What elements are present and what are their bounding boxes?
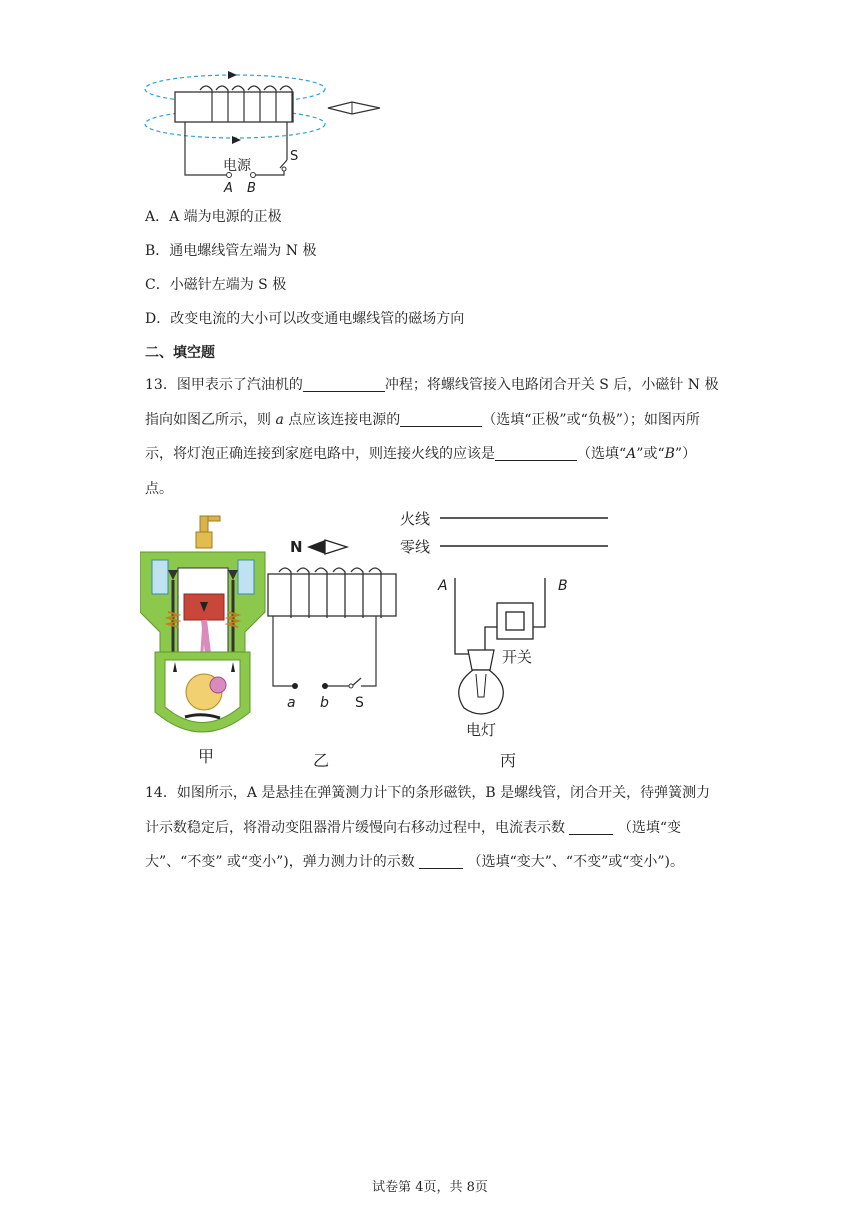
lamp-label: 电灯 [466, 721, 497, 739]
live-wire-label: 火线 [400, 510, 431, 528]
solenoid-figure-yi [265, 530, 405, 770]
question-14: 14．如图所示，A 是悬挂在弹簧测力计下的条形磁铁，B 是螺线管，闭合开关，待弹簧测力计示数稳定后，将滑动变阻器滑片缓慢向右移动过程中，电流表示数 （选填“变大”、“不变” 或“变小”)，弹力测力计的示数 （选填“变大”、“不变”或“变小”)。 [145, 785, 711, 870]
switch-s-label: S [290, 149, 299, 164]
label-bing: 丙 [500, 751, 517, 770]
point-a-label-bing: A [438, 578, 448, 594]
solenoid-figure-top [140, 60, 390, 200]
label-jia: 甲 [198, 747, 215, 766]
switch-s-label-yi: S [355, 695, 364, 711]
needle-n-label: N [290, 538, 303, 556]
answer-blank[interactable] [303, 377, 385, 392]
page-footer: 试卷第 4页，共 8页 [372, 1180, 488, 1195]
household-circuit-figure-bing [400, 502, 615, 772]
option-a: A．A 端为电源的正极 [145, 209, 282, 225]
answer-blank[interactable] [495, 446, 577, 461]
option-c: C．小磁针左端为 S 极 [145, 277, 287, 293]
neutral-wire-label: 零线 [400, 538, 431, 556]
section-title: 二、填空题 [145, 345, 215, 361]
label-yi: 乙 [313, 751, 330, 770]
point-b-label: b [320, 695, 329, 711]
option-d: D．改变电流的大小可以改变通电螺线管的磁场方向 [145, 311, 465, 327]
terminal-b-label: B [247, 181, 256, 196]
power-source-label: 电源 [223, 158, 251, 174]
point-b-label-bing: B [558, 578, 568, 594]
answer-blank[interactable] [400, 412, 482, 427]
answer-blank[interactable] [569, 820, 613, 835]
point-a-label: a [287, 695, 296, 711]
terminal-a-label: A [224, 181, 233, 196]
answer-blank[interactable] [419, 854, 463, 869]
question-13: 13．图甲表示了汽油机的 冲程；将螺线管接入电路闭合开关 S 后，小磁针 N 极指向如图乙所示，则 a 点应该连接电源的 （选填“正极”或“负极”）；如图丙所示，将灯泡正确连接到家庭电路中，则连接火线的应该是 （选填“A”或“B”）点。 [145, 377, 719, 497]
switch-label: 开关 [502, 648, 533, 666]
engine-figure-jia [140, 512, 270, 770]
option-b: B．通电螺线管左端为 N 极 [145, 243, 317, 259]
